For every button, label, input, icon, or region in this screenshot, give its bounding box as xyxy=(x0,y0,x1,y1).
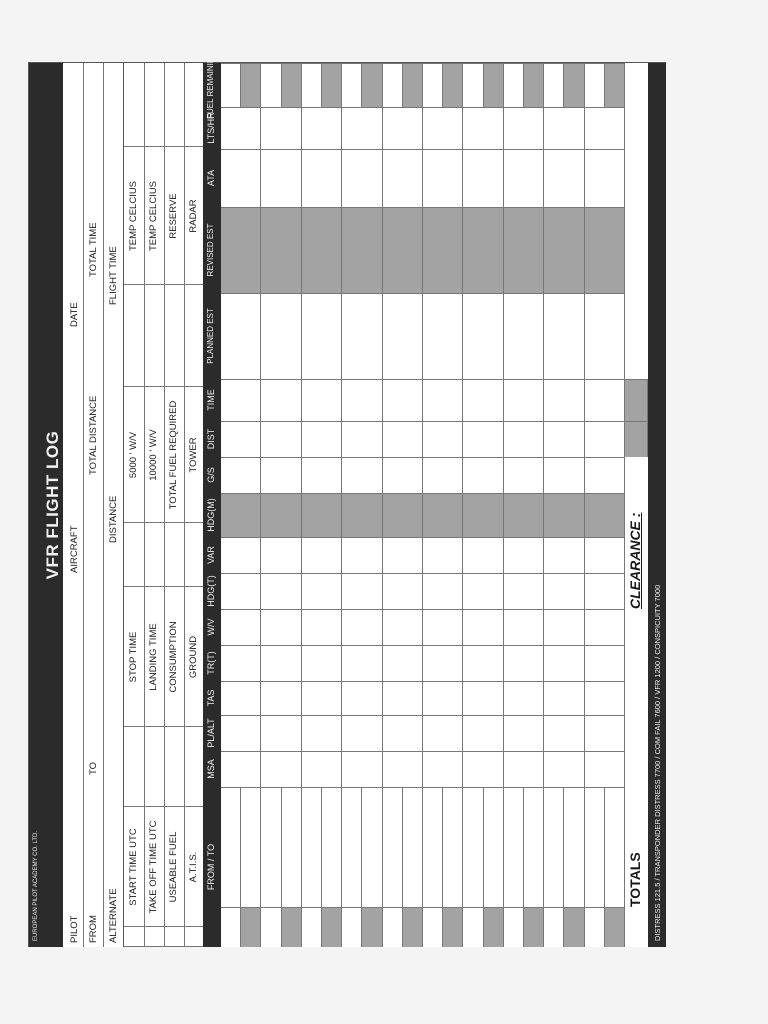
to-cell[interactable] xyxy=(241,787,261,907)
from-to-shade xyxy=(524,907,544,947)
time-cell[interactable] xyxy=(463,379,503,421)
hdg-m-cell[interactable] xyxy=(504,493,544,537)
fuel-remaining-cell[interactable] xyxy=(544,63,564,107)
from-cell[interactable] xyxy=(423,787,443,907)
msa-cell[interactable] xyxy=(302,751,342,787)
to-cell[interactable] xyxy=(524,787,544,907)
from-cell[interactable] xyxy=(302,787,322,907)
from-to-shade xyxy=(564,907,584,947)
column-header-g-s: G/S xyxy=(206,467,216,483)
from-to-shade xyxy=(322,907,342,947)
w-v-cell[interactable] xyxy=(463,609,503,645)
column-header-w-v: W/V xyxy=(206,618,216,636)
tr-t-cell[interactable] xyxy=(383,645,423,681)
landing-time-label: LANDING TIME xyxy=(148,623,159,691)
g-s-cell[interactable] xyxy=(423,457,463,493)
tr-t-cell[interactable] xyxy=(261,645,301,681)
w-v-cell[interactable] xyxy=(383,609,423,645)
msa-cell[interactable] xyxy=(585,751,625,787)
total-fuel-required-label: TOTAL FUEL REQUIRED xyxy=(168,400,179,510)
tas-cell[interactable] xyxy=(463,681,503,715)
msa-cell[interactable] xyxy=(463,751,503,787)
lts-hr-cell[interactable] xyxy=(423,107,463,149)
from-cell[interactable] xyxy=(383,787,403,907)
ata-cell[interactable] xyxy=(302,149,342,207)
w-v-cell[interactable] xyxy=(585,609,625,645)
ata-cell[interactable] xyxy=(261,149,301,207)
emergency-codes: DISTRESS 121.5 / TRANSPONDER DISTRESS 7700 / COM FAIL 7600 / VFR 1200 / CONSPICUITY 7000 xyxy=(652,584,662,941)
hdg-m-cell[interactable] xyxy=(383,493,423,537)
hdg-t-cell[interactable] xyxy=(342,573,382,609)
company-strip xyxy=(29,63,43,947)
column-header-hdg-t: HDG(T) xyxy=(206,575,216,607)
column-header-pl-alt: PL/ALT xyxy=(206,718,216,748)
from-to-shade xyxy=(282,907,302,947)
var-cell[interactable] xyxy=(544,537,584,573)
rotated-form xyxy=(29,51,666,947)
to-cell[interactable] xyxy=(564,787,584,907)
hdg-m-cell[interactable] xyxy=(463,493,503,537)
fuel-remaining-shade xyxy=(403,63,423,107)
dist-cell[interactable] xyxy=(544,421,584,457)
header-block xyxy=(63,63,123,947)
column-header-lts-hr: LTS/HR xyxy=(206,112,216,144)
column-header-revised-est: REVISED EST xyxy=(206,223,215,277)
hdg-m-cell[interactable] xyxy=(221,493,261,537)
tr-t-cell[interactable] xyxy=(302,645,342,681)
hdg-m-cell[interactable] xyxy=(585,493,625,537)
company-name: EUROPEAN PILOT ACADEMY CO. LTD. xyxy=(33,830,39,941)
time-cell[interactable] xyxy=(342,379,382,421)
from-to-spacer xyxy=(221,907,241,947)
g-s-cell[interactable] xyxy=(261,457,301,493)
hdg-t-cell[interactable] xyxy=(302,573,342,609)
fuel-remaining-shade xyxy=(605,63,625,107)
lts-hr-cell[interactable] xyxy=(342,107,382,149)
total-dist-cell[interactable] xyxy=(625,421,648,457)
w-v-cell[interactable] xyxy=(504,609,544,645)
dist-cell[interactable] xyxy=(302,421,342,457)
g-s-cell[interactable] xyxy=(463,457,503,493)
hdg-t-cell[interactable] xyxy=(504,573,544,609)
from-cell[interactable] xyxy=(342,787,362,907)
from-cell[interactable] xyxy=(585,787,605,907)
hdg-t-cell[interactable] xyxy=(544,573,584,609)
tr-t-cell[interactable] xyxy=(544,645,584,681)
tr-t-cell[interactable] xyxy=(463,645,503,681)
hdg-t-cell[interactable] xyxy=(221,573,261,609)
revised-est-cell[interactable] xyxy=(544,207,584,293)
ata-cell[interactable] xyxy=(383,149,423,207)
tas-cell[interactable] xyxy=(302,681,342,715)
time-cell[interactable] xyxy=(585,379,625,421)
wind-10000-label: 10000 ' W/V xyxy=(148,429,159,481)
fuel-remaining-cell[interactable] xyxy=(504,63,524,107)
to-cell[interactable] xyxy=(484,787,504,907)
dist-cell[interactable] xyxy=(423,421,463,457)
takeoff-time-utc-label: TAKE OFF TIME UTC xyxy=(148,820,159,914)
from-to-shade xyxy=(362,907,382,947)
lts-hr-cell[interactable] xyxy=(302,107,342,149)
var-cell[interactable] xyxy=(423,537,463,573)
fuel-remaining-cell[interactable] xyxy=(302,63,322,107)
from-to-spacer xyxy=(261,907,281,947)
msa-cell[interactable] xyxy=(342,751,382,787)
dist-cell[interactable] xyxy=(221,421,261,457)
column-header-msa: MSA xyxy=(206,759,216,779)
pl-alt-cell[interactable] xyxy=(544,715,584,751)
ata-cell[interactable] xyxy=(544,149,584,207)
pl-alt-cell[interactable] xyxy=(342,715,382,751)
g-s-cell[interactable] xyxy=(302,457,342,493)
date-label: DATE xyxy=(69,302,80,327)
revised-est-cell[interactable] xyxy=(302,207,342,293)
revised-est-cell[interactable] xyxy=(423,207,463,293)
ground-label: GROUND xyxy=(188,635,199,679)
planned-est-cell[interactable] xyxy=(544,293,584,379)
from-to-spacer xyxy=(423,907,443,947)
ata-cell[interactable] xyxy=(423,149,463,207)
fuel-remaining-cell[interactable] xyxy=(221,63,241,107)
temp-10000-label: TEMP CELCIUS xyxy=(148,180,159,252)
time-cell[interactable] xyxy=(544,379,584,421)
w-v-cell[interactable] xyxy=(221,609,261,645)
lts-hr-cell[interactable] xyxy=(544,107,584,149)
hdg-m-cell[interactable] xyxy=(342,493,382,537)
planned-est-cell[interactable] xyxy=(585,293,625,379)
from-to-spacer xyxy=(383,907,403,947)
from-label: FROM xyxy=(88,915,99,943)
g-s-cell[interactable] xyxy=(544,457,584,493)
hdg-m-cell[interactable] xyxy=(423,493,463,537)
revised-est-cell[interactable] xyxy=(221,207,261,293)
from-to-shade xyxy=(484,907,504,947)
from-to-shade xyxy=(443,907,463,947)
g-s-cell[interactable] xyxy=(342,457,382,493)
w-v-cell[interactable] xyxy=(423,609,463,645)
totals-label: TOTALS xyxy=(627,852,643,907)
hdg-m-cell[interactable] xyxy=(302,493,342,537)
time-cell[interactable] xyxy=(504,379,544,421)
column-header-time: TIME xyxy=(206,389,216,411)
dist-cell[interactable] xyxy=(585,421,625,457)
tas-cell[interactable] xyxy=(504,681,544,715)
planned-est-cell[interactable] xyxy=(261,293,301,379)
tr-t-cell[interactable] xyxy=(504,645,544,681)
var-cell[interactable] xyxy=(221,537,261,573)
from-to-spacer xyxy=(342,907,362,947)
msa-cell[interactable] xyxy=(544,751,584,787)
lts-hr-cell[interactable] xyxy=(221,107,261,149)
msa-cell[interactable] xyxy=(383,751,423,787)
lts-hr-cell[interactable] xyxy=(463,107,503,149)
ata-cell[interactable] xyxy=(221,149,261,207)
revised-est-cell[interactable] xyxy=(342,207,382,293)
title-strip xyxy=(43,63,63,947)
column-header-var: VAR xyxy=(206,546,216,564)
tas-cell[interactable] xyxy=(383,681,423,715)
to-cell[interactable] xyxy=(403,787,423,907)
to-cell[interactable] xyxy=(282,787,302,907)
w-v-cell[interactable] xyxy=(544,609,584,645)
wind-5000-label: 5000 ' W/V xyxy=(128,431,139,479)
from-cell[interactable] xyxy=(221,787,241,907)
to-cell[interactable] xyxy=(362,787,382,907)
page-title: VFR FLIGHT LOG xyxy=(43,430,62,580)
total-time-cell[interactable] xyxy=(625,379,648,421)
var-cell[interactable] xyxy=(383,537,423,573)
column-header-tr-t: TR(T) xyxy=(206,651,216,675)
lts-hr-cell[interactable] xyxy=(585,107,625,149)
fuel-remaining-shade xyxy=(322,63,342,107)
from-to-spacer xyxy=(504,907,524,947)
ata-cell[interactable] xyxy=(463,149,503,207)
to-cell[interactable] xyxy=(443,787,463,907)
tas-cell[interactable] xyxy=(544,681,584,715)
tower-label: TOWER xyxy=(188,437,199,473)
tas-cell[interactable] xyxy=(261,681,301,715)
g-s-cell[interactable] xyxy=(383,457,423,493)
planned-est-cell[interactable] xyxy=(342,293,382,379)
fuel-remaining-shade xyxy=(362,63,382,107)
lts-hr-cell[interactable] xyxy=(383,107,423,149)
hdg-t-cell[interactable] xyxy=(463,573,503,609)
column-header-fuel-remaining: FUEL REMAINING xyxy=(206,51,215,119)
from-cell[interactable] xyxy=(463,787,483,907)
g-s-cell[interactable] xyxy=(504,457,544,493)
time-cell[interactable] xyxy=(383,379,423,421)
to-cell[interactable] xyxy=(605,787,625,907)
tr-t-cell[interactable] xyxy=(585,645,625,681)
from-to-spacer xyxy=(585,907,605,947)
fuel-remaining-cell[interactable] xyxy=(342,63,362,107)
revised-est-cell[interactable] xyxy=(463,207,503,293)
fuel-remaining-shade xyxy=(282,63,302,107)
lts-hr-cell[interactable] xyxy=(504,107,544,149)
tr-t-cell[interactable] xyxy=(423,645,463,681)
g-s-cell[interactable] xyxy=(585,457,625,493)
column-header-tas: TAS xyxy=(206,689,216,707)
column-header-hdg-m: HDG(M) xyxy=(206,498,216,532)
footer-strip xyxy=(648,63,666,947)
from-to-spacer xyxy=(463,907,483,947)
fuel-remaining-shade xyxy=(241,63,261,107)
dist-cell[interactable] xyxy=(383,421,423,457)
stop-time-label: STOP TIME xyxy=(128,631,139,683)
tas-cell[interactable] xyxy=(221,681,261,715)
var-cell[interactable] xyxy=(342,537,382,573)
planned-est-cell[interactable] xyxy=(383,293,423,379)
ata-cell[interactable] xyxy=(504,149,544,207)
fuel-remaining-cell[interactable] xyxy=(463,63,483,107)
msa-cell[interactable] xyxy=(504,751,544,787)
temp-5000-label: TEMP CELCIUS xyxy=(128,180,139,252)
dist-cell[interactable] xyxy=(463,421,503,457)
fuel-remaining-cell[interactable] xyxy=(383,63,403,107)
revised-est-cell[interactable] xyxy=(261,207,301,293)
atis-label: A.T.I.S. xyxy=(188,851,199,883)
hdg-t-cell[interactable] xyxy=(261,573,301,609)
msa-cell[interactable] xyxy=(261,751,301,787)
dist-cell[interactable] xyxy=(342,421,382,457)
fuel-remaining-cell[interactable] xyxy=(261,63,281,107)
info-block xyxy=(123,63,204,947)
ata-cell[interactable] xyxy=(585,149,625,207)
hdg-t-cell[interactable] xyxy=(383,573,423,609)
from-cell[interactable] xyxy=(261,787,281,907)
planned-est-cell[interactable] xyxy=(302,293,342,379)
tr-t-cell[interactable] xyxy=(342,645,382,681)
column-header-strip xyxy=(203,51,221,947)
column-header-dist: DIST xyxy=(206,428,216,450)
column-header-ata: ATA xyxy=(206,169,216,187)
log-grid xyxy=(221,63,625,947)
time-cell[interactable] xyxy=(423,379,463,421)
time-cell[interactable] xyxy=(261,379,301,421)
tas-cell[interactable] xyxy=(423,681,463,715)
hdg-t-cell[interactable] xyxy=(423,573,463,609)
hdg-t-cell[interactable] xyxy=(585,573,625,609)
msa-cell[interactable] xyxy=(221,751,261,787)
pl-alt-cell[interactable] xyxy=(423,715,463,751)
pl-alt-cell[interactable] xyxy=(302,715,342,751)
total-time-label: TOTAL TIME xyxy=(88,222,99,277)
pl-alt-cell[interactable] xyxy=(383,715,423,751)
tr-t-cell[interactable] xyxy=(221,645,261,681)
fuel-remaining-shade xyxy=(443,63,463,107)
planned-est-cell[interactable] xyxy=(221,293,261,379)
consumption-label: CONSUMPTION xyxy=(168,621,179,693)
dist-cell[interactable] xyxy=(261,421,301,457)
hdg-m-cell[interactable] xyxy=(261,493,301,537)
from-cell[interactable] xyxy=(544,787,564,907)
var-cell[interactable] xyxy=(302,537,342,573)
time-cell[interactable] xyxy=(221,379,261,421)
pl-alt-cell[interactable] xyxy=(585,715,625,751)
w-v-cell[interactable] xyxy=(342,609,382,645)
from-to-shade xyxy=(241,907,261,947)
reserve-label: RESERVE xyxy=(168,193,179,239)
revised-est-cell[interactable] xyxy=(585,207,625,293)
hdg-m-cell[interactable] xyxy=(544,493,584,537)
aircraft-label: AIRCRAFT xyxy=(69,525,80,573)
flight-time-label: FLIGHT TIME xyxy=(108,246,119,305)
from-cell[interactable] xyxy=(504,787,524,907)
radar-label: RADAR xyxy=(188,199,199,233)
tas-cell[interactable] xyxy=(585,681,625,715)
pilot-label: PILOT xyxy=(69,915,80,943)
revised-est-cell[interactable] xyxy=(504,207,544,293)
w-v-cell[interactable] xyxy=(302,609,342,645)
lts-hr-cell[interactable] xyxy=(261,107,301,149)
clearance-label: CLEARANCE : xyxy=(627,512,643,609)
total-distance-label: TOTAL DISTANCE xyxy=(88,395,99,475)
fuel-remaining-shade xyxy=(564,63,584,107)
flight-log-sheet xyxy=(28,51,666,947)
fuel-remaining-shade xyxy=(524,63,544,107)
fuel-remaining-shade xyxy=(484,63,504,107)
w-v-cell[interactable] xyxy=(261,609,301,645)
planned-est-cell[interactable] xyxy=(463,293,503,379)
totals-row xyxy=(625,63,648,947)
time-cell[interactable] xyxy=(302,379,342,421)
column-header-planned-est: PLANNED EST xyxy=(206,308,215,364)
planned-est-cell[interactable] xyxy=(504,293,544,379)
from-to-shade xyxy=(403,907,423,947)
ata-cell[interactable] xyxy=(342,149,382,207)
g-s-cell[interactable] xyxy=(221,457,261,493)
var-cell[interactable] xyxy=(261,537,301,573)
pl-alt-cell[interactable] xyxy=(261,715,301,751)
useable-fuel-label: USEABLE FUEL xyxy=(168,831,179,903)
tas-cell[interactable] xyxy=(342,681,382,715)
msa-cell[interactable] xyxy=(423,751,463,787)
revised-est-cell[interactable] xyxy=(383,207,423,293)
start-time-utc-label: START TIME UTC xyxy=(128,828,139,906)
to-cell[interactable] xyxy=(322,787,342,907)
pl-alt-cell[interactable] xyxy=(221,715,261,751)
from-to-shade xyxy=(605,907,625,947)
planned-est-cell[interactable] xyxy=(423,293,463,379)
column-header-from-to: FROM / TO xyxy=(206,843,216,891)
pl-alt-cell[interactable] xyxy=(504,715,544,751)
from-to-spacer xyxy=(302,907,322,947)
var-cell[interactable] xyxy=(463,537,503,573)
alternate-label: ALTERNATE xyxy=(108,888,119,943)
var-cell[interactable] xyxy=(504,537,544,573)
dist-cell[interactable] xyxy=(504,421,544,457)
to-label: TO xyxy=(88,761,99,775)
from-to-spacer xyxy=(544,907,564,947)
var-cell[interactable] xyxy=(585,537,625,573)
fuel-remaining-cell[interactable] xyxy=(585,63,605,107)
distance-label: DISTANCE xyxy=(108,495,119,543)
pl-alt-cell[interactable] xyxy=(463,715,503,751)
fuel-remaining-cell[interactable] xyxy=(423,63,443,107)
